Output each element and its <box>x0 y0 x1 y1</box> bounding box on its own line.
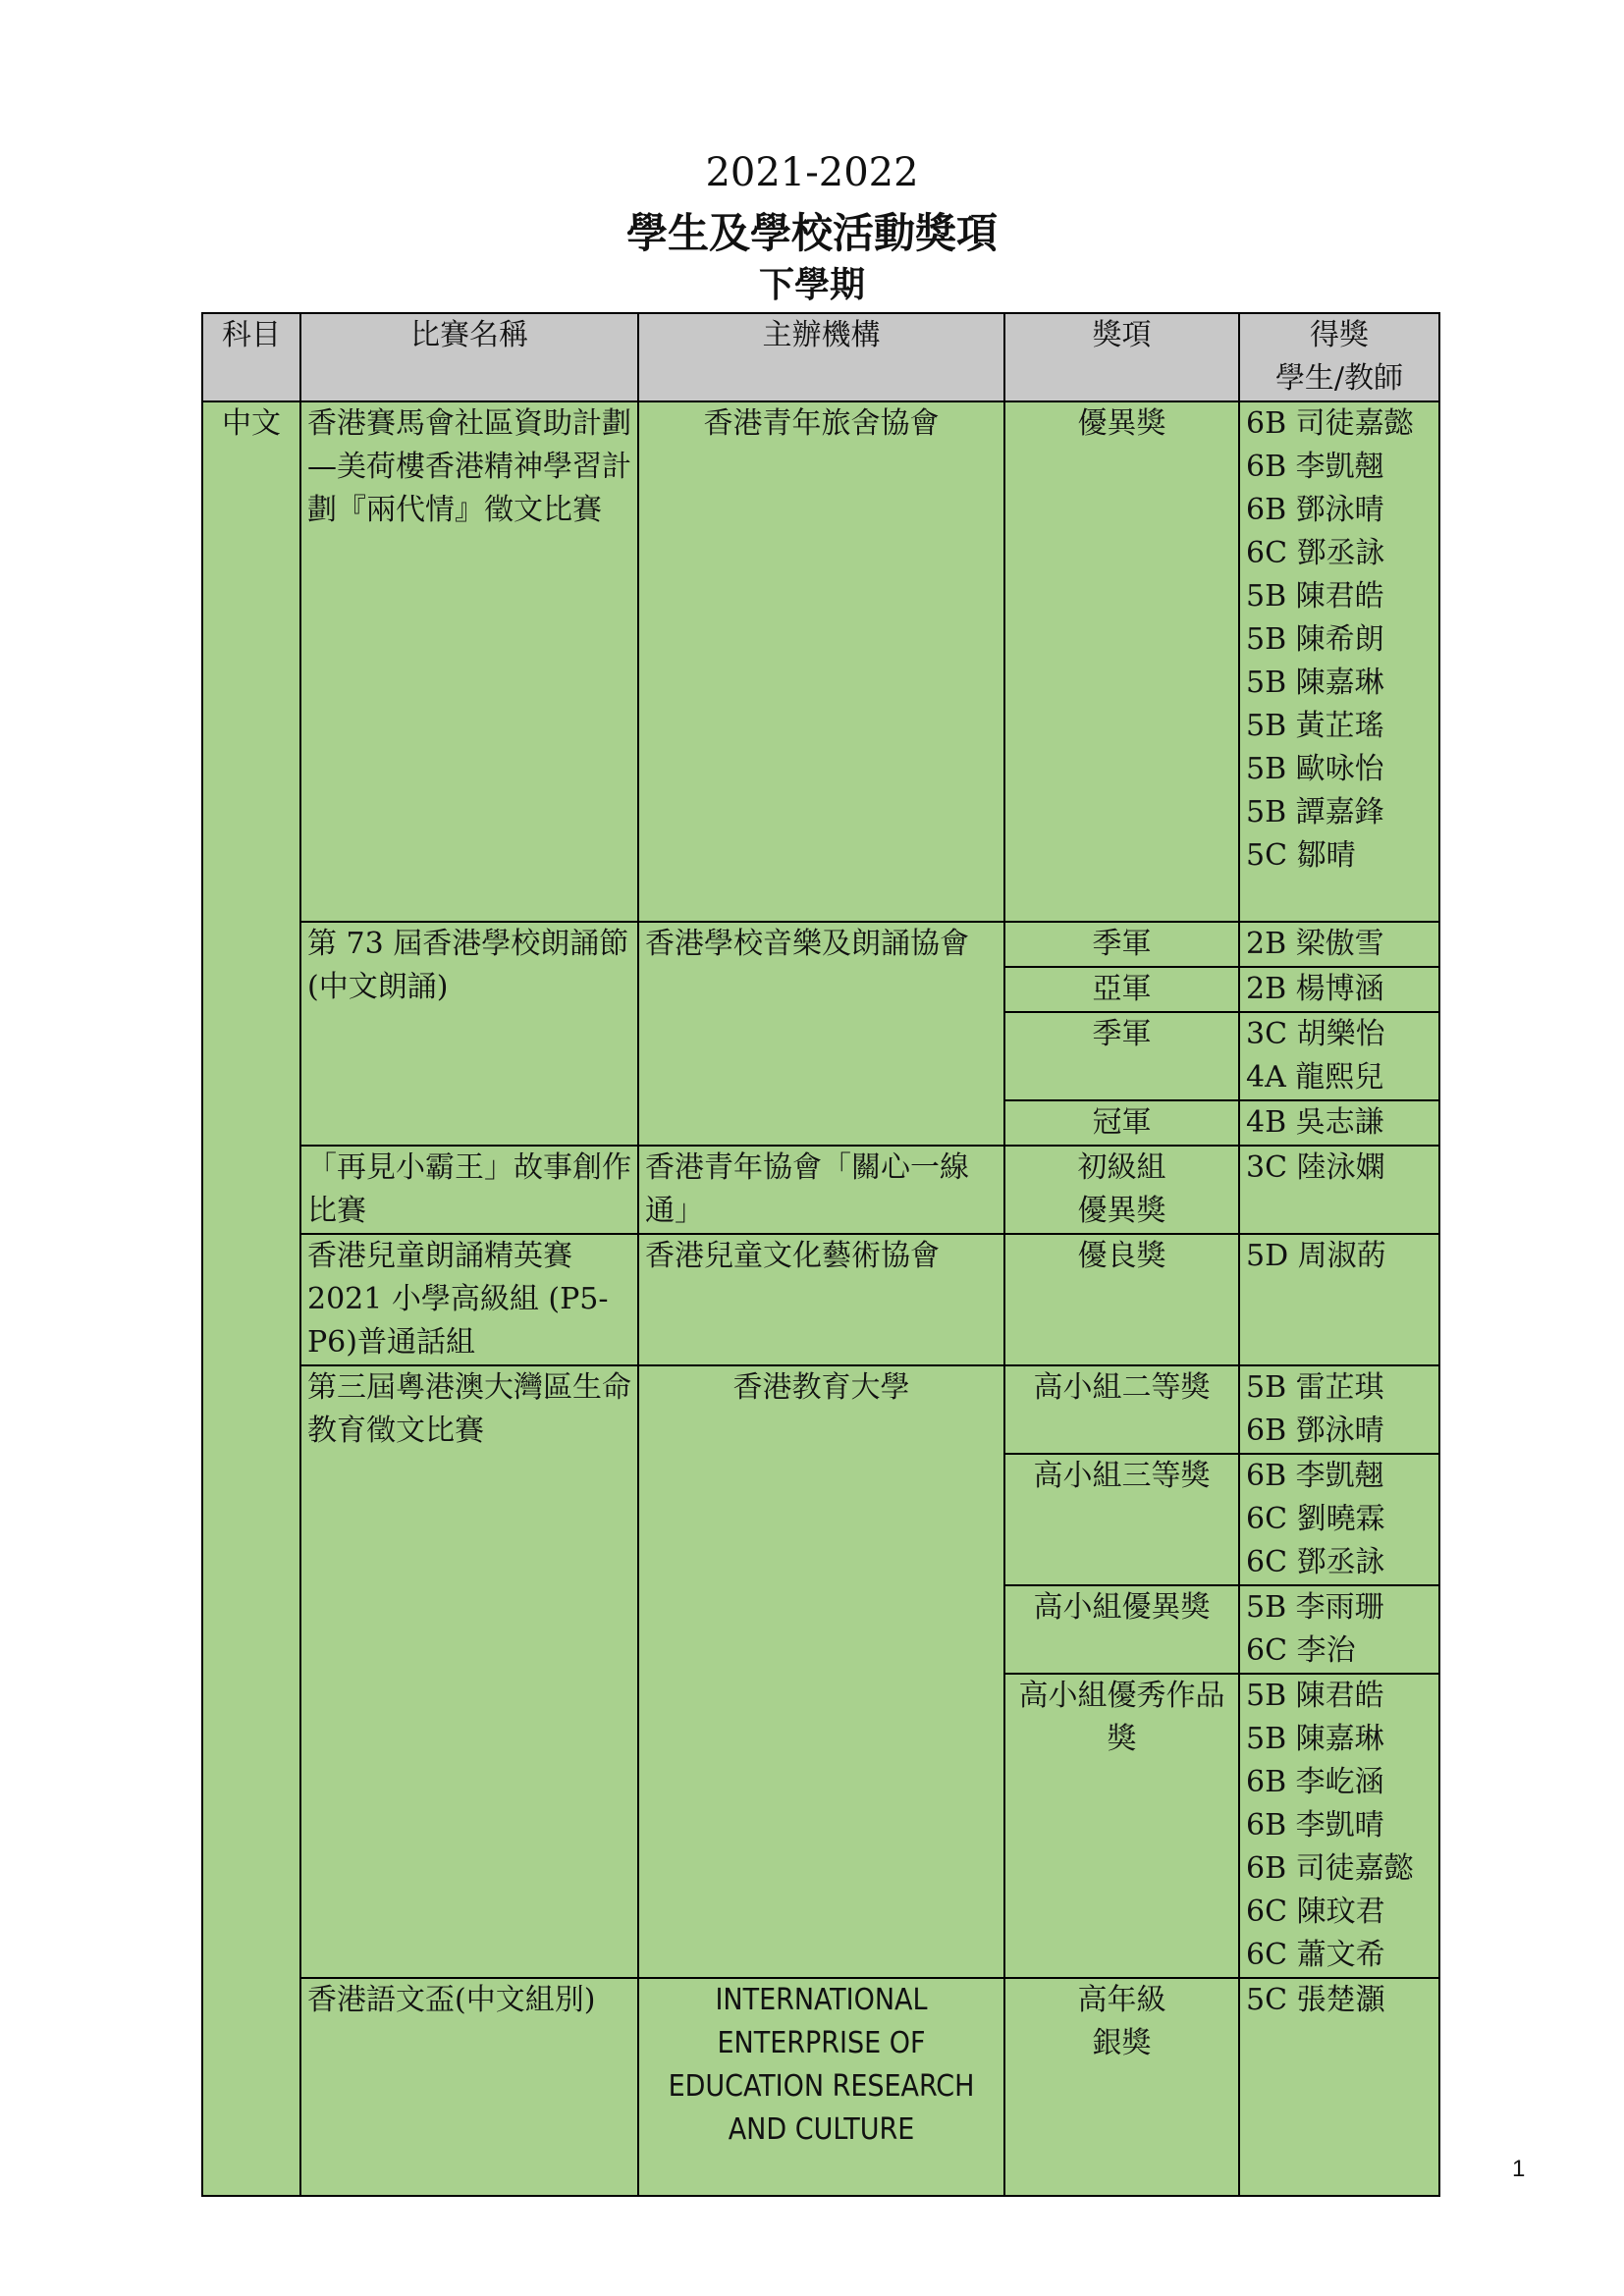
award-cell: 高小組三等獎 <box>1004 1454 1239 1585</box>
awards-table <box>201 312 1440 2197</box>
table-header-row <box>202 313 1439 401</box>
winners-cell: 5B 陳君皓 5B 陳嘉琳 6B 李屹涵 6B 李凱晴 6B 司徒嘉懿 6C 陳玟君 6C 蕭文希 <box>1239 1674 1439 1978</box>
year-heading: 2021-2022 <box>705 150 919 195</box>
header-organizer: 主辦機構 <box>638 313 1004 401</box>
award-cell: 初級組 優異獎 <box>1004 1146 1239 1234</box>
organizer-cell: INTERNATIONAL ENTERPRISE OF EDUCATION RESEARCH AND CULTURE <box>638 1978 1004 2196</box>
table-row <box>202 1146 1439 1234</box>
winners-cell: 5C 張楚灝 <box>1239 1978 1439 2196</box>
winners-cell: 6B 李凱翹 6C 劉曉霖 6C 鄧丞詠 <box>1239 1454 1439 1585</box>
competition-name: 第 73 屆香港學校朗誦節(中文朗誦) <box>300 922 638 1146</box>
table-row <box>202 922 1439 967</box>
subject-cell: 中文 <box>202 401 300 2196</box>
award-cell: 高小組優秀作品獎 <box>1004 1674 1239 1978</box>
award-cell: 高年級 銀獎 <box>1004 1978 1239 2196</box>
winners-cell: 6B 司徒嘉懿 6B 李凱翹 6B 鄧泳晴 6C 鄧丞詠 5B 陳君皓 5B 陳希朗 5B 陳嘉琳 5B 黃芷瑤 5B 歐咏怡 5B 譚嘉鋒 5C 鄒晴 <box>1239 401 1439 922</box>
page-number: 1 <box>1512 2156 1526 2182</box>
page-title: 學生及學校活動獎項 <box>625 209 998 257</box>
competition-name: 第三屆粵港澳大灣區生命教育徵文比賽 <box>300 1365 638 1978</box>
organizer-cell: 香港教育大學 <box>638 1365 1004 1978</box>
winners-cell: 3C 陸泳嫻 <box>1239 1146 1439 1234</box>
header-subject: 科目 <box>202 313 300 401</box>
table-row <box>202 401 1439 922</box>
winners-cell: 2B 楊博涵 <box>1239 967 1439 1012</box>
award-cell: 季軍 <box>1004 1012 1239 1100</box>
table-row <box>202 1365 1439 1454</box>
organizer-cell: 香港學校音樂及朗誦協會 <box>638 922 1004 1146</box>
organizer-cell: 香港青年協會「關心一線通」 <box>638 1146 1004 1234</box>
organizer-cell: 香港青年旅舍協會 <box>638 401 1004 922</box>
header-winners: 得獎 學生/教師 <box>1239 313 1439 401</box>
header-award: 獎項 <box>1004 313 1239 401</box>
competition-name: 香港賽馬會社區資助計劃—美荷樓香港精神學習計劃『兩代情』徵文比賽 <box>300 401 638 922</box>
award-cell: 冠軍 <box>1004 1100 1239 1146</box>
term-heading: 下學期 <box>758 264 865 305</box>
competition-name: 香港語文盃(中文組別) <box>300 1978 638 2196</box>
table-row <box>202 1978 1439 2196</box>
award-cell: 優良獎 <box>1004 1234 1239 1365</box>
organizer-cell: 香港兒童文化藝術協會 <box>638 1234 1004 1365</box>
award-cell: 亞軍 <box>1004 967 1239 1012</box>
winners-cell: 5D 周淑菂 <box>1239 1234 1439 1365</box>
winners-cell: 5B 李雨珊 6C 李治 <box>1239 1585 1439 1674</box>
header-competition: 比賽名稱 <box>300 313 638 401</box>
winners-cell: 5B 雷芷琪 6B 鄧泳晴 <box>1239 1365 1439 1454</box>
winners-cell: 4B 吳志謙 <box>1239 1100 1439 1146</box>
competition-name: 香港兒童朗誦精英賽 2021 小學高級組 (P5-P6)普通話組 <box>300 1234 638 1365</box>
award-cell: 高小組優異獎 <box>1004 1585 1239 1674</box>
winners-cell: 2B 梁傲雪 <box>1239 922 1439 967</box>
award-cell: 優異獎 <box>1004 401 1239 922</box>
table-row <box>202 1234 1439 1365</box>
winners-cell: 3C 胡樂怡 4A 龍熙兒 <box>1239 1012 1439 1100</box>
award-cell: 季軍 <box>1004 922 1239 967</box>
competition-name: 「再見小霸王」故事創作比賽 <box>300 1146 638 1234</box>
award-cell: 高小組二等獎 <box>1004 1365 1239 1454</box>
